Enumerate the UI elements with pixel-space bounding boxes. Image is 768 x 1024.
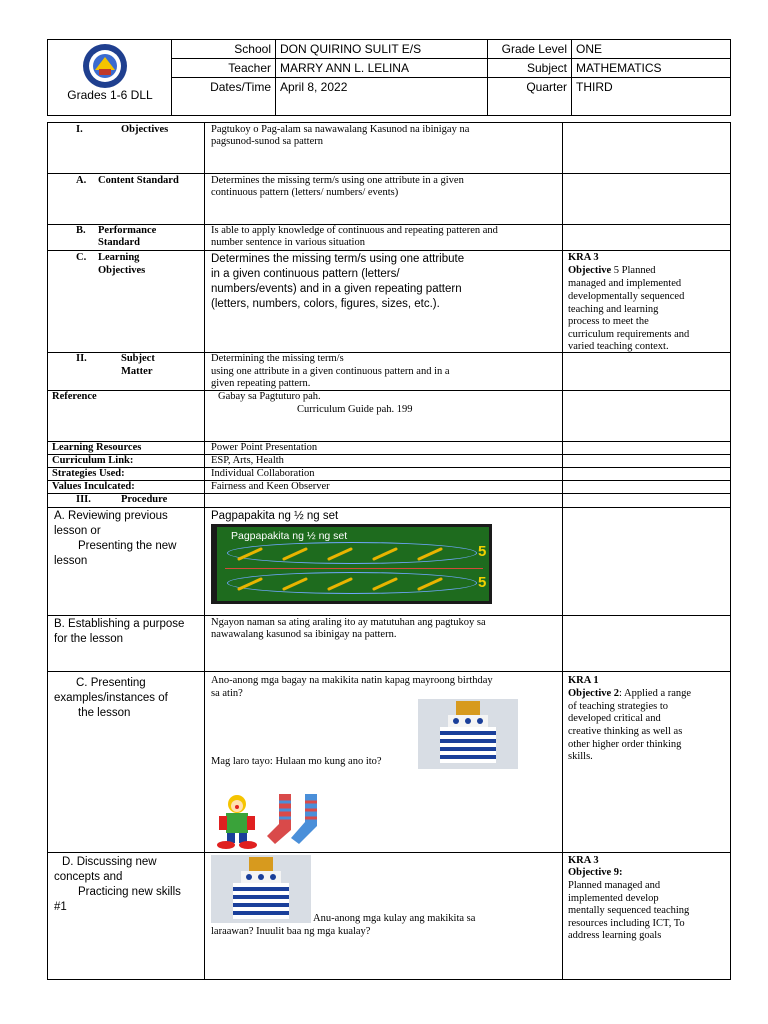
values-label: Values Inculcated: xyxy=(52,481,135,492)
learning-objectives-obj-5: process to meet the xyxy=(568,316,649,327)
learning-objectives-obj-3: developmentally sequenced xyxy=(568,291,685,302)
objectives-text-2: pagsunod-sunod sa pattern xyxy=(211,136,323,147)
proc-c-text-3: Mag laro tayo: Hulaan mo kung ano ito? xyxy=(211,756,382,767)
clown-image xyxy=(211,792,263,850)
row-learning-resources xyxy=(48,442,730,455)
learning-objectives-text-3: numbers/events) and in a given repeating pattern xyxy=(211,283,462,295)
proc-d-text-2: laraawan? Inuulit baa ng mga kualay? xyxy=(211,926,371,937)
reference-label: Reference xyxy=(52,391,97,402)
dll-header xyxy=(47,39,731,116)
row-reference xyxy=(48,391,730,442)
performance-standard-label-2: Standard xyxy=(98,237,141,248)
proc-a-label-4: lesson xyxy=(54,555,88,567)
proc-d-label-1: D. Discussing new xyxy=(62,856,157,868)
proc-d-obj-1: Planned managed and xyxy=(568,880,661,891)
objectives-label: Objectives xyxy=(121,124,169,135)
teacher-label: Teacher xyxy=(172,59,276,77)
proc-a-caption: Pagpapakita ng ½ ng set xyxy=(211,510,339,522)
row-procedure xyxy=(48,494,730,508)
strategies-value: Individual Collaboration xyxy=(211,468,315,479)
lesson-plan-table xyxy=(47,122,731,980)
proc-c-text-2: sa atin? xyxy=(211,688,243,699)
learning-resources-label: Learning Resources xyxy=(52,442,142,453)
row-strategies xyxy=(48,468,730,481)
row-objectives xyxy=(48,123,730,174)
board-title: Pagpapakita ng ½ ng set xyxy=(231,530,348,542)
row-values xyxy=(48,481,730,494)
proc-c-obj-5: other higher order thinking xyxy=(568,739,682,750)
proc-d-obj-bold: Objective 9: xyxy=(568,867,623,878)
learning-objectives-obj-6: curriculum requirements and xyxy=(568,329,690,340)
row-proc-c xyxy=(48,672,730,853)
pencil-icons xyxy=(211,524,492,604)
proc-d-label-2: concepts and xyxy=(54,871,123,883)
proc-d-label-4: #1 xyxy=(54,901,67,913)
board-count-top: 5 xyxy=(478,543,487,560)
subject-value: MATHEMATICS xyxy=(576,61,662,75)
header-logo-cell xyxy=(48,40,172,115)
proc-c-obj-4: creative thinking as well as xyxy=(568,726,683,737)
school-label: School xyxy=(172,40,276,58)
birthday-cake-image xyxy=(418,699,518,769)
strategies-label: Strategies Used: xyxy=(52,468,125,479)
subject-matter-label-2: Matter xyxy=(121,366,153,377)
learning-objectives-obj-bold: Objective xyxy=(568,265,612,276)
performance-standard-text-1: Is able to apply knowledge of continuous and repeating patteren and xyxy=(211,225,498,236)
proc-d-label-3: Practicing new skills xyxy=(78,886,181,898)
learning-objectives-num: C. xyxy=(76,252,87,263)
grade-level-label: Grade Level xyxy=(488,40,572,58)
grade-level-value: ONE xyxy=(576,42,603,56)
row-content-standard xyxy=(48,174,730,225)
proc-d-obj-5: address learning goals xyxy=(568,930,662,941)
proc-b-text-2: nawawalang kasunod sa ibinigay na pattern. xyxy=(211,629,397,640)
grade-dll-label: Grades 1-6 DLL xyxy=(67,88,153,102)
subject-matter-label-1: Subject xyxy=(121,353,155,364)
proc-d-kra: KRA 3 xyxy=(568,855,599,866)
proc-d-obj-4: resources including ICT, To xyxy=(568,918,685,929)
learning-objectives-label-2: Objectives xyxy=(98,265,146,276)
proc-b-text-1: Ngayon naman sa ating araling ito ay matutuhan ang pagtukoy sa xyxy=(211,617,486,628)
deped-seal-logo xyxy=(73,42,137,90)
quarter-value: THIRD xyxy=(576,80,613,94)
content-standard-text-1: Determines the missing term/s using one attribute in a given xyxy=(211,175,464,186)
learning-objectives-obj-4: teaching and learning xyxy=(568,304,659,315)
performance-standard-label-1: Performance xyxy=(98,225,157,236)
content-standard-label: Content Standard xyxy=(98,175,179,186)
objectives-num: I. xyxy=(76,124,83,135)
learning-objectives-obj-1: 5 Planned xyxy=(611,265,656,276)
subject-matter-text-1: Determining the missing term/s xyxy=(211,353,344,364)
row-proc-d xyxy=(48,853,730,979)
objectives-text-1: Pagtukoy o Pag-alam sa nawawalang Kasunod na ibinigay na xyxy=(211,124,470,135)
proc-c-obj-bold: Objective 2 xyxy=(568,688,620,699)
proc-b-label-1: B. Establishing a purpose xyxy=(54,618,185,630)
proc-c-obj-6: skills. xyxy=(568,751,593,762)
socks-image xyxy=(265,792,335,850)
proc-c-text-1: Ano-anong mga bagay na makikita natin kapag mayroong birthday xyxy=(211,675,493,686)
procedure-label: Procedure xyxy=(121,494,168,505)
learning-objectives-kra: KRA 3 xyxy=(568,252,599,263)
header-row-school xyxy=(172,40,730,59)
row-subject-matter xyxy=(48,353,730,391)
reference-text-2: Curriculum Guide pah. 199 xyxy=(297,404,413,415)
reference-text-1: Gabay sa Pagtuturo pah. xyxy=(218,391,321,402)
row-performance-standard xyxy=(48,225,730,251)
header-row-teacher xyxy=(172,59,730,78)
dates-value: April 8, 2022 xyxy=(276,78,488,115)
proc-b-label-2: for the lesson xyxy=(54,633,124,645)
content-standard-num: A. xyxy=(76,175,87,186)
quarter-label: Quarter xyxy=(488,78,572,115)
birthday-cake-image-2 xyxy=(211,855,311,923)
learning-objectives-text-2: in a given continuous pattern (letters/ xyxy=(211,268,400,280)
subject-label: Subject xyxy=(488,59,572,77)
proc-a-label-1: A. Reviewing previous xyxy=(54,510,168,522)
learning-objectives-text-1: Determines the missing term/s using one attribute xyxy=(211,253,465,265)
proc-a-label-2: lesson or xyxy=(54,525,101,537)
learning-objectives-obj-7: varied teaching context. xyxy=(568,341,669,352)
subject-matter-num: II. xyxy=(76,353,87,364)
dates-label: Dates/Time xyxy=(172,78,276,115)
proc-c-label-2: examples/instances of xyxy=(54,692,168,704)
subject-matter-text-2: using one attribute in a given continuous pattern and in a xyxy=(211,366,450,377)
curriculum-link-value: ESP, Arts, Health xyxy=(211,455,284,466)
row-proc-a xyxy=(48,508,730,616)
proc-d-text-1: Anu-anong mga kulay ang makikita sa xyxy=(313,913,476,924)
values-value: Fairness and Keen Observer xyxy=(211,481,330,492)
learning-objectives-text-4: (letters, numbers, colors, figures, sizes, etc.). xyxy=(211,298,440,310)
performance-standard-num: B. xyxy=(76,225,86,236)
chalkboard-image xyxy=(211,524,492,604)
header-row-dates xyxy=(172,78,730,115)
proc-c-label-3: the lesson xyxy=(78,707,131,719)
proc-c-obj-3: developed critical and xyxy=(568,713,661,724)
learning-objectives-obj-2: managed and implemented xyxy=(568,278,682,289)
proc-d-obj-3: mentally sequenced teaching xyxy=(568,905,690,916)
curriculum-link-label: Curriculum Link: xyxy=(52,455,134,466)
proc-c-obj-1: : Applied a range xyxy=(619,688,692,699)
row-learning-objectives xyxy=(48,251,730,353)
proc-a-label-3: Presenting the new xyxy=(78,540,177,552)
subject-matter-text-3: given repeating pattern. xyxy=(211,378,311,389)
proc-c-obj-2: of teaching strategies to xyxy=(568,701,669,712)
learning-objectives-label-1: Learning xyxy=(98,252,140,263)
row-proc-b xyxy=(48,616,730,672)
row-curriculum-link xyxy=(48,455,730,468)
board-count-bottom: 5 xyxy=(478,574,487,591)
school-value: DON QUIRINO SULIT E/S xyxy=(276,40,488,58)
proc-c-kra: KRA 1 xyxy=(568,675,599,686)
proc-d-obj-2: implemented develop xyxy=(568,893,659,904)
learning-resources-value: Power Point Presentation xyxy=(211,442,318,453)
performance-standard-text-2: number sentence in various situation xyxy=(211,237,365,248)
procedure-num: III. xyxy=(76,494,91,505)
teacher-value: MARRY ANN L. LELINA xyxy=(276,59,488,77)
content-standard-text-2: continuous pattern (letters/ numbers/ events) xyxy=(211,187,399,198)
proc-c-label-1: C. Presenting xyxy=(76,677,146,689)
